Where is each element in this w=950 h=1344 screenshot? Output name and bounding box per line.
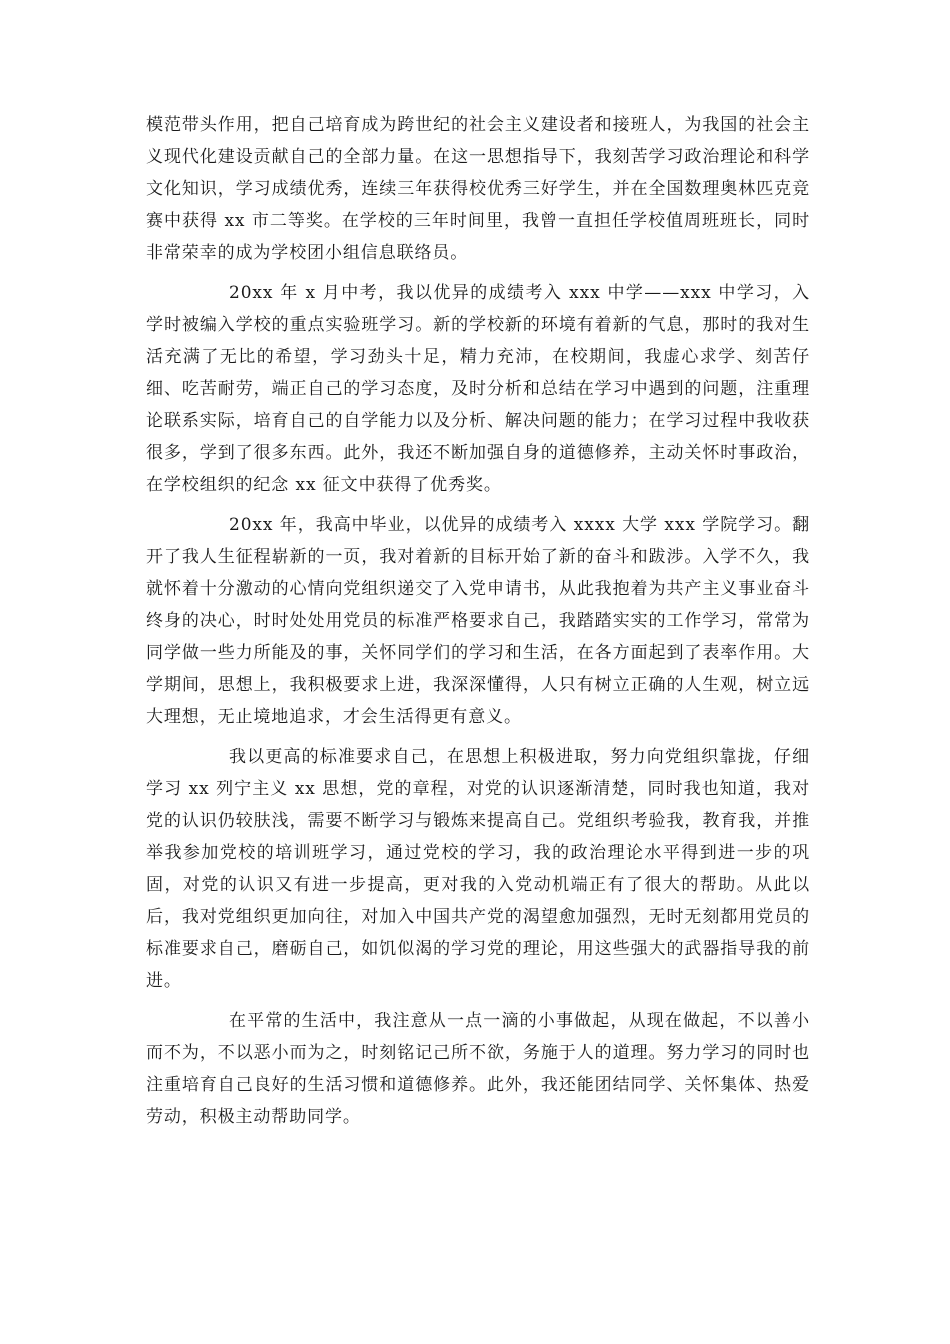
- paragraph-5: 在平常的生活中，我注意从一点一滴的小事做起，从现在做起，不以善小而不为，不以恶小而为之，时刻铭记己所不欲，务施于人的道理。努力学习的同时也注重培育自己良好的生活习惯和道德修养。此外，我还能团结同学、关怀集体、热爱劳动，积极主动帮助同学。: [146, 1011, 810, 1127]
- paragraph-3: 20xx 年，我高中毕业，以优异的成绩考入 xxxx 大学 xxx 学院学习。翻开了我人生征程崭新的一页，我对着新的目标开始了新的奋斗和跋涉。入学不久，我就怀着十分激动的心情向党组织递交了入党申请书，从此我抱着为共产主义事业奋斗终身的决心，时时处处用党员的标准严格要求自己，我踏踏实实的工作学习，常常为同学做一些力所能及的事，关怀同学们的学习和生活，在各方面起到了表率作用。大学期间，思想上，我积极要求上进，我深深懂得，人只有树立正确的人生观，树立远大理想，无止境地追求，才会生活得更有意义。: [146, 515, 810, 727]
- paragraph-1: 模范带头作用，把自己培育成为跨世纪的社会主义建设者和接班人，为我国的社会主义现代化建设贡献自己的全部力量。在这一思想指导下，我刻苦学习政治理论和科学文化知识，学习成绩优秀，连续三年获得校优秀三好学生，并在全国数理奥林匹克竞赛中获得 xx 市二等奖。在学校的三年时间里，我曾一直担任学校值周班班长，同时非常荣幸的成为学校团小组信息联络员。: [146, 115, 810, 263]
- paragraph-4: 我以更高的标准要求自己，在思想上积极进取，努力向党组织靠拢，仔细学习 xx 列宁主义 xx 思想，党的章程，对党的认识逐渐清楚，同时我也知道，我对党的认识仍较肤浅，需要不断学习与锻炼来提高自己。党组织考验我，教育我，并推举我参加党校的培训班学习，通过党校的学习，我的政治理论水平得到进一步的巩固，对党的认识又有进一步提高，更对我的入党动机端正有了很大的帮助。从此以后，我对党组织更加向往，对加入中国共产党的渴望愈加强烈，无时无刻都用党员的标准要求自己，磨砺自己，如饥似渴的学习党的理论，用这些强大的武器指导我的前进。: [146, 747, 810, 991]
- paragraph-2: 20xx 年 x 月中考，我以优异的成绩考入 xxx 中学——xxx 中学习，入学时被编入学校的重点实验班学习。新的学校新的环境有着新的气息，那时的我对生活充满了无比的希望，学习劲头十足，精力充沛，在校期间，我虚心求学、刻苦仔细、吃苦耐劳，端正自己的学习态度，及时分析和总结在学习中遇到的问题，注重理论联系实际，培育自己的自学能力以及分析、解决问题的能力；在学习过程中我收获很多，学到了很多东西。此外，我还不断加强自身的道德修养，主动关怀时事政治，在学校组织的纪念 xx 征文中获得了优秀奖。: [146, 283, 810, 495]
- document-body: [146, 109, 810, 1141]
